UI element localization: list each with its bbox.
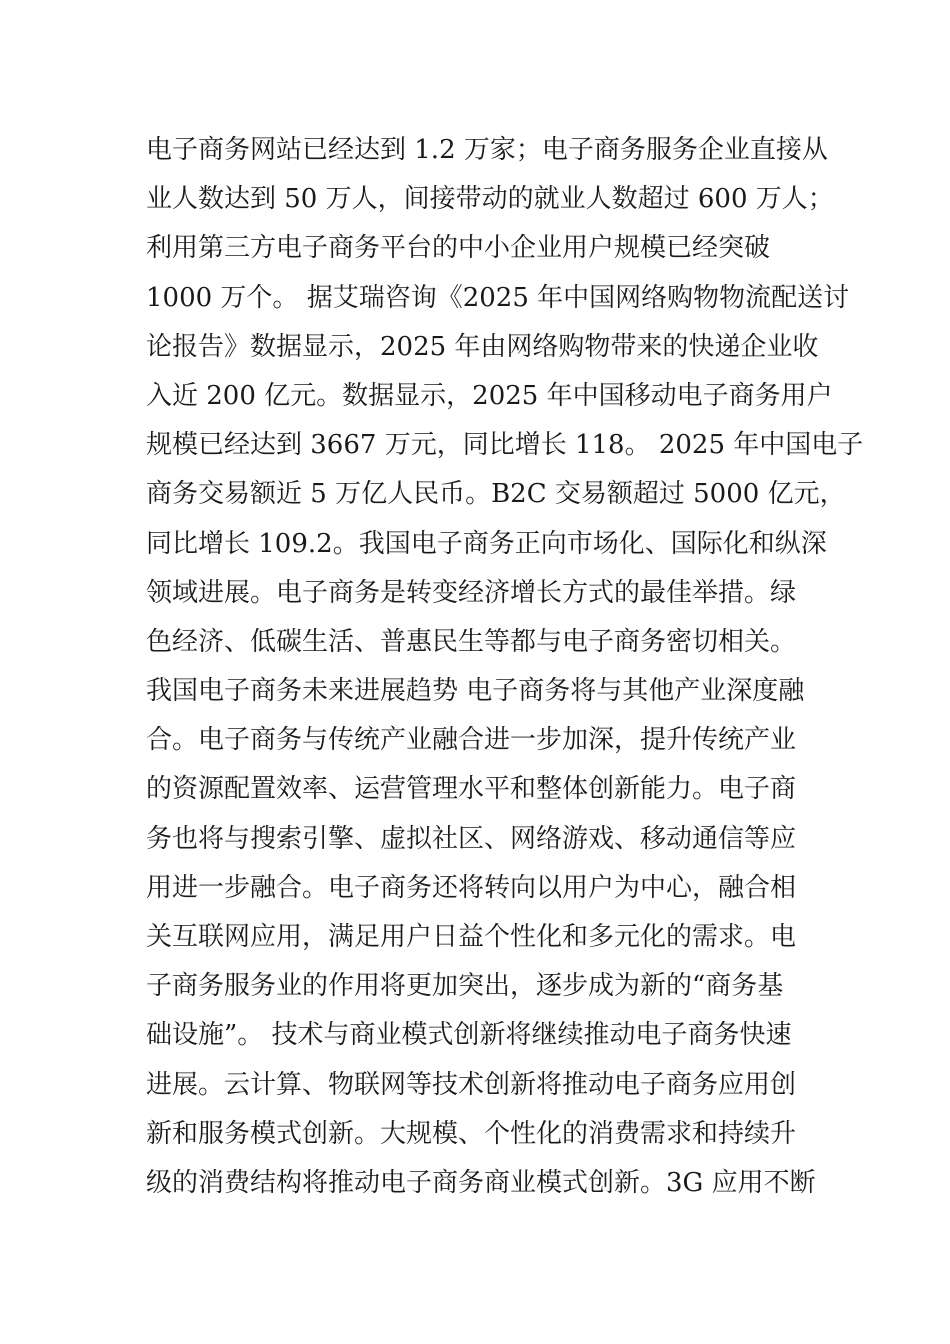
text-line: 规模已经达到 3667 万元，同比增长 118。 2025 年中国电子 xyxy=(146,430,864,461)
text-line: 论报告》数据显示，2025 年由网络购物带来的快递企业收 xyxy=(146,331,819,362)
text-line: 进展。云计算、物联网等技术创新将推动电子商务应用创 xyxy=(146,1069,797,1100)
text-line: 务也将与搜索引擎、虚拟社区、网络游戏、移动通信等应 xyxy=(146,823,797,854)
text-line: 业人数达到 50 万人，间接带动的就业人数超过 600 万人； xyxy=(146,184,834,215)
text-line: 级的消费结构将推动电子商务商业模式创新。3G 应用不断 xyxy=(146,1167,816,1198)
text-line: 入近 200 亿元。数据显示，2025 年中国移动电子商务用户 xyxy=(146,380,833,411)
text-line: 子商务服务业的作用将更加突出，逐步成为新的“商务基 xyxy=(146,971,784,1002)
text-line: 础设施”。 技术与商业模式创新将继续推动电子商务快速 xyxy=(146,1020,792,1051)
body-text xyxy=(146,126,864,1208)
text-line: 利用第三方电子商务平台的中小企业用户规模已经突破 xyxy=(146,233,771,264)
text-line: 我国电子商务未来进展趋势 电子商务将与其他产业深度融 xyxy=(146,676,805,707)
text-line: 电子商务网站已经达到 1.2 万家；电子商务服务企业直接从 xyxy=(146,135,828,165)
text-line: 关互联网应用，满足用户日益个性化和多元化的需求。电 xyxy=(146,922,797,952)
text-line: 同比增长 109.2。我国电子商务正向市场化、国际化和纵深 xyxy=(146,528,827,559)
text-line: 色经济、低碳生活、普惠民生等都与电子商务密切相关。 xyxy=(146,626,797,657)
text-line: 领域进展。电子商务是转变经济增长方式的最佳举措。绿 xyxy=(146,577,797,608)
text-line: 商务交易额近 5 万亿人民币。B2C 交易额超过 5000 亿元， xyxy=(146,479,846,510)
text-line: 用进一步融合。电子商务还将转向以用户为中心，融合相 xyxy=(146,872,797,903)
text-line: 新和服务模式创新。大规模、个性化的消费需求和持续升 xyxy=(146,1118,797,1149)
text-line: 合。电子商务与传统产业融合进一步加深，提升传统产业 xyxy=(146,725,797,756)
text-line: 1000 万个。 据艾瑞咨询《2025 年中国网络购物物流配送讨 xyxy=(146,282,850,313)
text-line: 的资源配置效率、运营管理水平和整体创新能力。电子商 xyxy=(146,774,797,805)
